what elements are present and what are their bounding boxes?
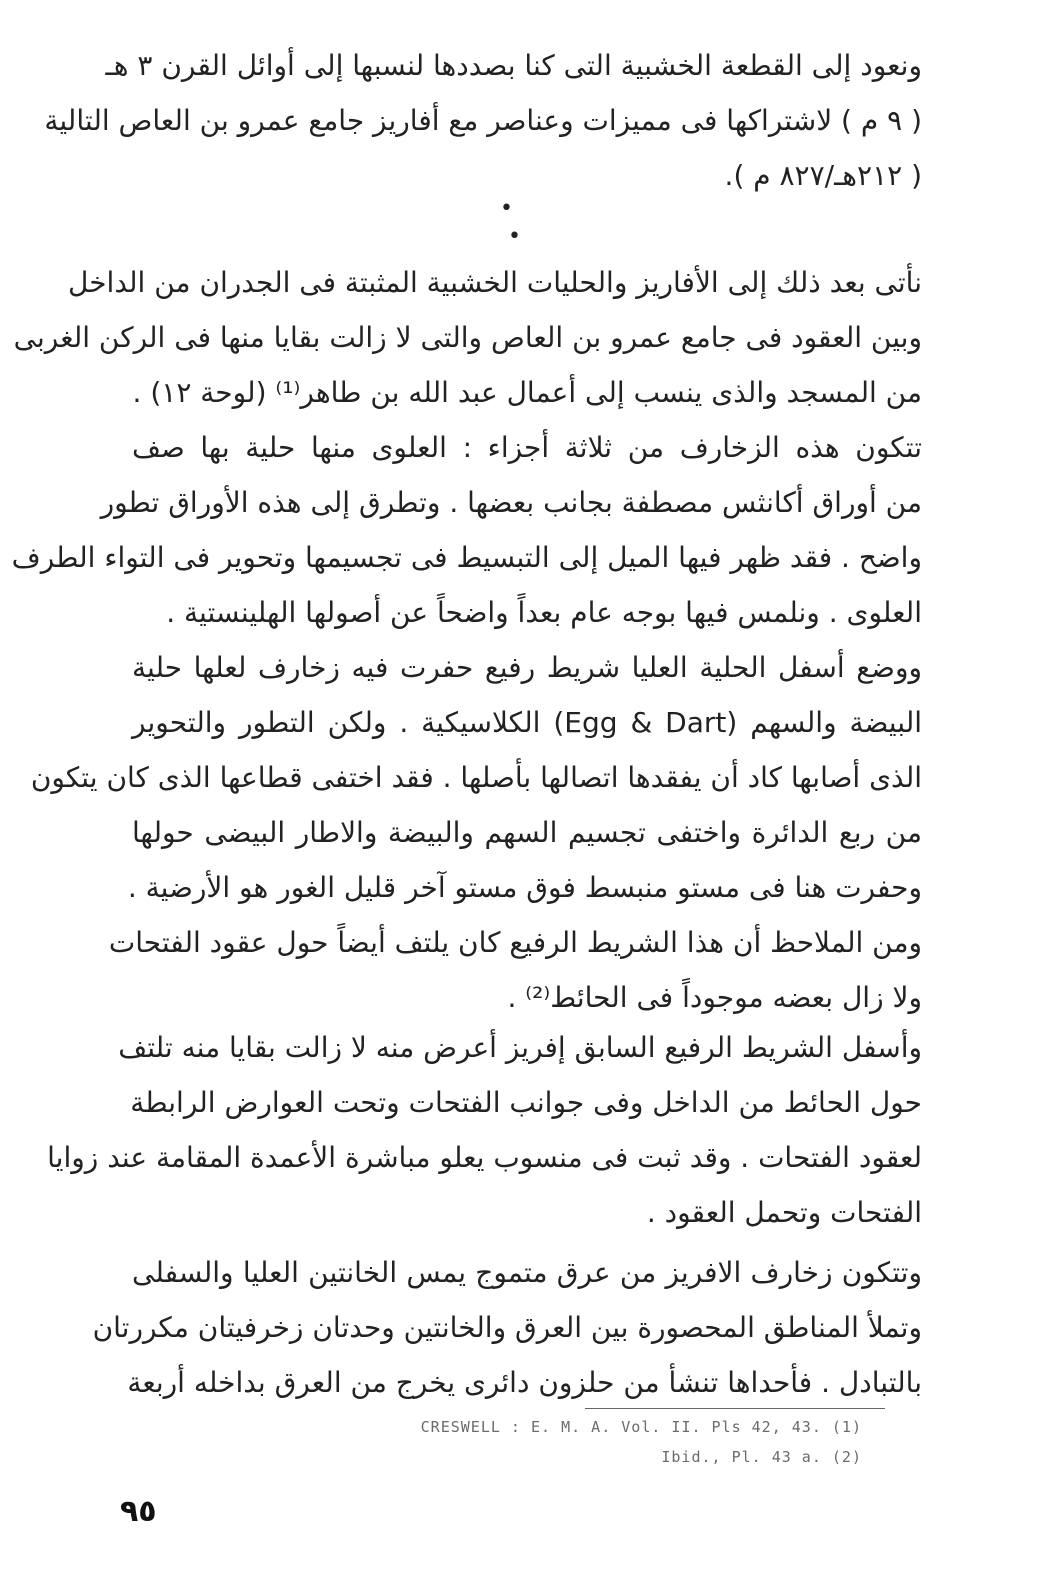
text-line: وأسفل الشريط الرفيع السابق إفريز أعرض منه لا زالت بقايا منه تلتف xyxy=(118,1031,922,1064)
paragraph xyxy=(13,255,922,420)
paragraph xyxy=(44,38,922,203)
paragraph xyxy=(47,1020,922,1240)
text-line: لعقود الفتحات . وقد ثبت فى منسوب يعلو مباشرة الأعمدة المقامة عند زوايا xyxy=(47,1141,922,1174)
text-line: الذى أصابها كاد أن يفقدها اتصالها بأصلها . فقد اختفى قطاعها الذى كان يتكون xyxy=(30,761,922,794)
footnote-separator xyxy=(585,1408,885,1409)
text-line: ( ٢١٢هـ/٨٢٧ م ). xyxy=(724,159,922,192)
text-line: بالتبادل . فأحداها تنشأ من حلزون دائرى يخرج من العرق بداخله أربعة xyxy=(127,1366,922,1399)
text-line: ونعود إلى القطعة الخشبية التى كنا بصددها لنسبها إلى أوائل القرن ٣ هـ xyxy=(105,49,922,82)
text-line: من المسجد والذى ينسب إلى أعمال عبد الله بن طاهر⁽¹⁾ (لوحة ١٢) . xyxy=(132,376,922,409)
paragraph xyxy=(11,420,922,640)
text-line: وحفرت هنا فى مستو منبسط فوق مستو آخر قليل الغور هو الأرضية . xyxy=(127,871,922,904)
text-line: العلوى . ونلمس فيها بوجه عام بعداً واضحاً عن أصولها الهلينستية . xyxy=(166,596,922,629)
text-line: الفتحات وتحمل العقود . xyxy=(646,1196,922,1229)
text-line: من أوراق أكانثس مصطفة بجانب بعضها . وتطرق إلى هذه الأوراق تطور xyxy=(100,486,922,519)
text-line: ( ٩ م ) لاشتراكها فى مميزات وعناصر مع أفاريز جامع عمرو بن العاص التالية xyxy=(44,104,922,137)
footnote: CRESWELL : E. M. A. Vol. II. Pls 42, 43. (1) xyxy=(420,1418,862,1436)
text-line: من ربع الدائرة واختفى تجسيم السهم والبيضة والاطار البيضى حولها xyxy=(132,816,922,849)
text-line: نأتى بعد ذلك إلى الأفاريز والحليات الخشبية المثبتة فى الجدران من الداخل xyxy=(68,266,922,299)
section-divider-mark: • xyxy=(500,196,513,221)
page-number: ٩٥ xyxy=(120,1494,157,1529)
text-line: البيضة والسهم (Egg & Dart) الكلاسيكية . ولكن التطور والتحوير xyxy=(132,706,923,739)
text-line: حول الحائط من الداخل وفى جوانب الفتحات وتحت العوارض الرابطة xyxy=(130,1086,922,1119)
text-line: وتتكون زخارف الافريز من عرق متموج يمس الخانتين العليا والسفلى xyxy=(132,1256,922,1289)
text-line: واضح . فقد ظهر فيها الميل إلى التبسيط فى تجسيمها وتحوير فى التواء الطرف xyxy=(11,541,922,574)
text-line: ولا زال بعضه موجوداً فى الحائط⁽²⁾ . xyxy=(507,981,922,1014)
text-line: وتملأ المناطق المحصورة بين العرق والخانتين وحدتان زخرفيتان مكررتان xyxy=(92,1311,922,1344)
text-line: وبين العقود فى جامع عمرو بن العاص والتى لا زالت بقايا منها فى الركن الغربى xyxy=(13,321,922,354)
paragraph xyxy=(30,640,923,1025)
footnote: Ibid., Pl. 43 a. (2) xyxy=(661,1448,862,1466)
section-divider-mark: • xyxy=(508,224,521,249)
text-line: ومن الملاحظ أن هذا الشريط الرفيع كان يلتف أيضاً حول عقود الفتحات xyxy=(108,926,922,959)
text-line: تتكون هذه الزخارف من ثلاثة أجزاء : العلوى منها حلية بها صف xyxy=(132,431,922,464)
text-line: ووضع أسفل الحلية العليا شريط رفيع حفرت فيه زخارف لعلها حلية xyxy=(132,651,922,684)
paragraph xyxy=(92,1245,922,1410)
